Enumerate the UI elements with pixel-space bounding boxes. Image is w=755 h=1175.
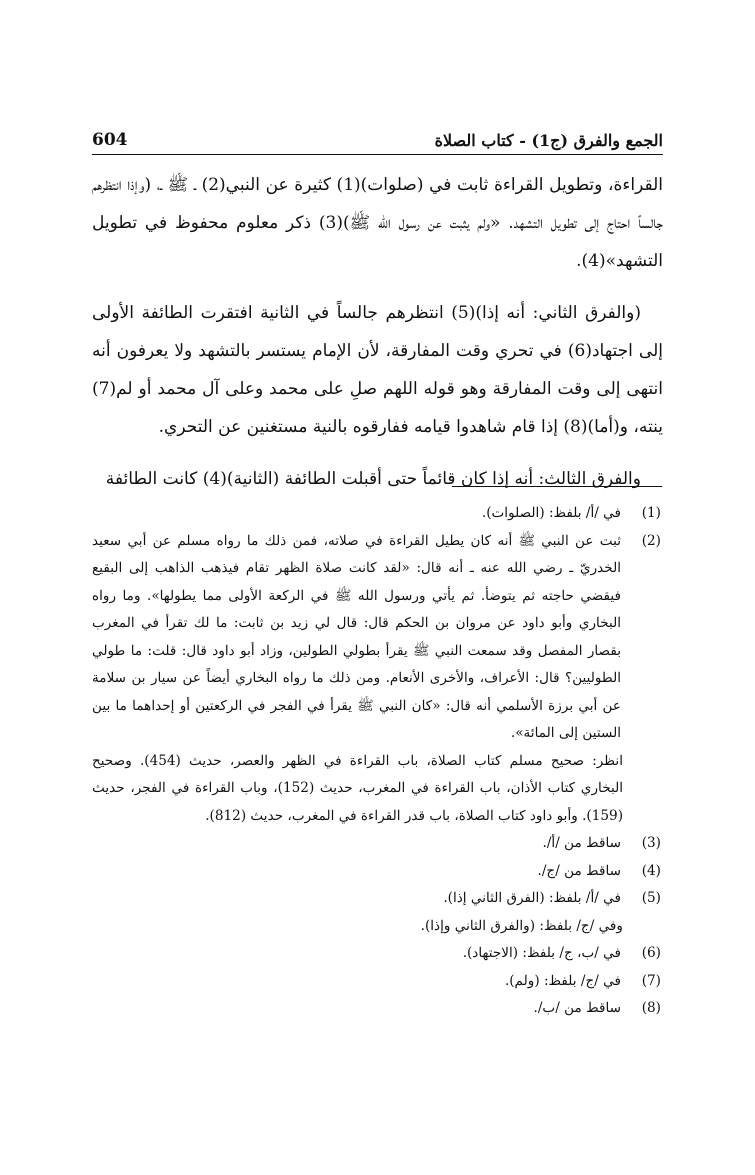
footnote-number: (3) — [641, 835, 661, 851]
footnote-number: (1) — [641, 505, 661, 521]
footnote-2-references: انظر: صحيح مسلم كتاب الصلاة، باب القراءة في الظهر والعصر، حديث (454). وصحيح البخاري كتاب الأذان، باب القراءة في المغرب، حديث (152)، وباب القراءة في الفجر، حديث (159). وأبو داود كتاب الصلاة، باب قدر القراءة في المغرب، حديث (812). — [92, 752, 623, 824]
footnote-7 — [92, 968, 663, 996]
footnote-number: (5) — [641, 890, 661, 906]
footnote-text: في /أ/ بلفظ: (الصلوات). — [481, 505, 621, 521]
footnote-text: في /ب، ج/ بلفظ: (الاجتهاد). — [462, 945, 621, 961]
footnote-text: ساقط من /أ/. — [542, 835, 621, 851]
footnote-separator — [452, 486, 662, 487]
footnote-5 — [92, 885, 663, 913]
footnote-4 — [92, 858, 663, 886]
page-number: 604 — [92, 130, 128, 150]
footnote-number: (8) — [641, 1000, 661, 1016]
footnote-text: ثبت عن النبي ﷺ أنه كان يطيل القراءة في صلاته، فمن ذلك ما رواه مسلم عن أبي سعيد الخدريّ ـ رضي الله عنه ـ أنه قال: «لقد كانت صلاة الظهر تقام فيذهب الذاهب إلى البقيع فيقضي حاجته ثم يتوضأ. ثم يأتي ورسول الله ﷺ في الركعة الأولى مما يطولها». وما رواه البخاري وأبو داود عن مروان بن الحكم قال: قال لي زيد بن ثابت: ما لك تقرأ في المغرب بقصار المفصل وقد سمعت النبي ﷺ يقرأ بطولي الطولين، وزاد أبو داود قال: قلت: ما طولي الطوليين؟ قال: الأعراف، والأخرى الأنعام. ومن ذلك ما رواه البخاري أيضاً عن سيار بن سلامة عن أبي برزة الأسلمي أنه قال: «كان النبي ﷺ يقرأ في الفجر في الركعتين أو إحداهما ما بين الستين إلى المائة». — [92, 532, 621, 741]
footnotes — [92, 500, 663, 1023]
footnote-number: (4) — [641, 862, 661, 879]
footnote-number: (7) — [641, 972, 661, 989]
running-title: الجمع والفرق (ج1) - كتاب الصلاة — [434, 131, 663, 150]
footnote-5-continuation: وفي /ج/ بلفظ: (والفرق الثاني وإذا). — [420, 917, 623, 934]
paragraph-3: والفرق الثالث: أنه إذا كان قائماً حتى أقبلت الطائفة (الثانية)(4) كانت الطائفة — [105, 469, 641, 489]
footnote-number: (6) — [641, 945, 661, 961]
main-text — [92, 166, 663, 512]
footnote-text: في /ج/ بلفظ: (ولم). — [504, 972, 621, 989]
footnote-1 — [92, 500, 663, 528]
footnote-3 — [92, 830, 663, 858]
footnote-8 — [92, 995, 663, 1023]
footnote-text: ساقط من /ج/. — [537, 862, 621, 879]
paragraph-1: القراءة، وتطويل القراءة ثابت في (صلوات)(1) كثيرة عن النبي(2) ـ ﷺ ـ، (وإذا انتظرهم جالساً احتاج إلى تطويل التشهد. «ولم يثبت عن رسول الله ﷺ)(3) ذكر معلوم محفوظ في تطويل التشهد»(4). — [92, 175, 663, 271]
footnote-2 — [92, 528, 663, 748]
footnote-number: (2) — [641, 532, 661, 549]
footnote-text: في /أ/ بلفظ: (الفرق الثاني إذا). — [443, 890, 621, 906]
paragraph-2: (والفرق الثاني: أنه إذا)(5) انتظرهم جالساً في الثانية افتقرت الطائفة الأولى إلى اجتهاد(6) في تحري وقت المفارقة، لأن الإمام يستسر بالتشهد ولا يعرفون أنه انتهى إلى وقت المفارقة وهو قوله اللهم صلِ على محمد وعلى آل محمد أو لم(7) ينته، و(أما)(8) إذا قام شاهدوا قيامه ففارقوه بالنية مستغنين عن التحري. — [92, 303, 663, 437]
footnote-text: ساقط من /ب/. — [533, 1000, 621, 1016]
page-header — [92, 118, 663, 155]
footnote-6 — [92, 940, 663, 968]
